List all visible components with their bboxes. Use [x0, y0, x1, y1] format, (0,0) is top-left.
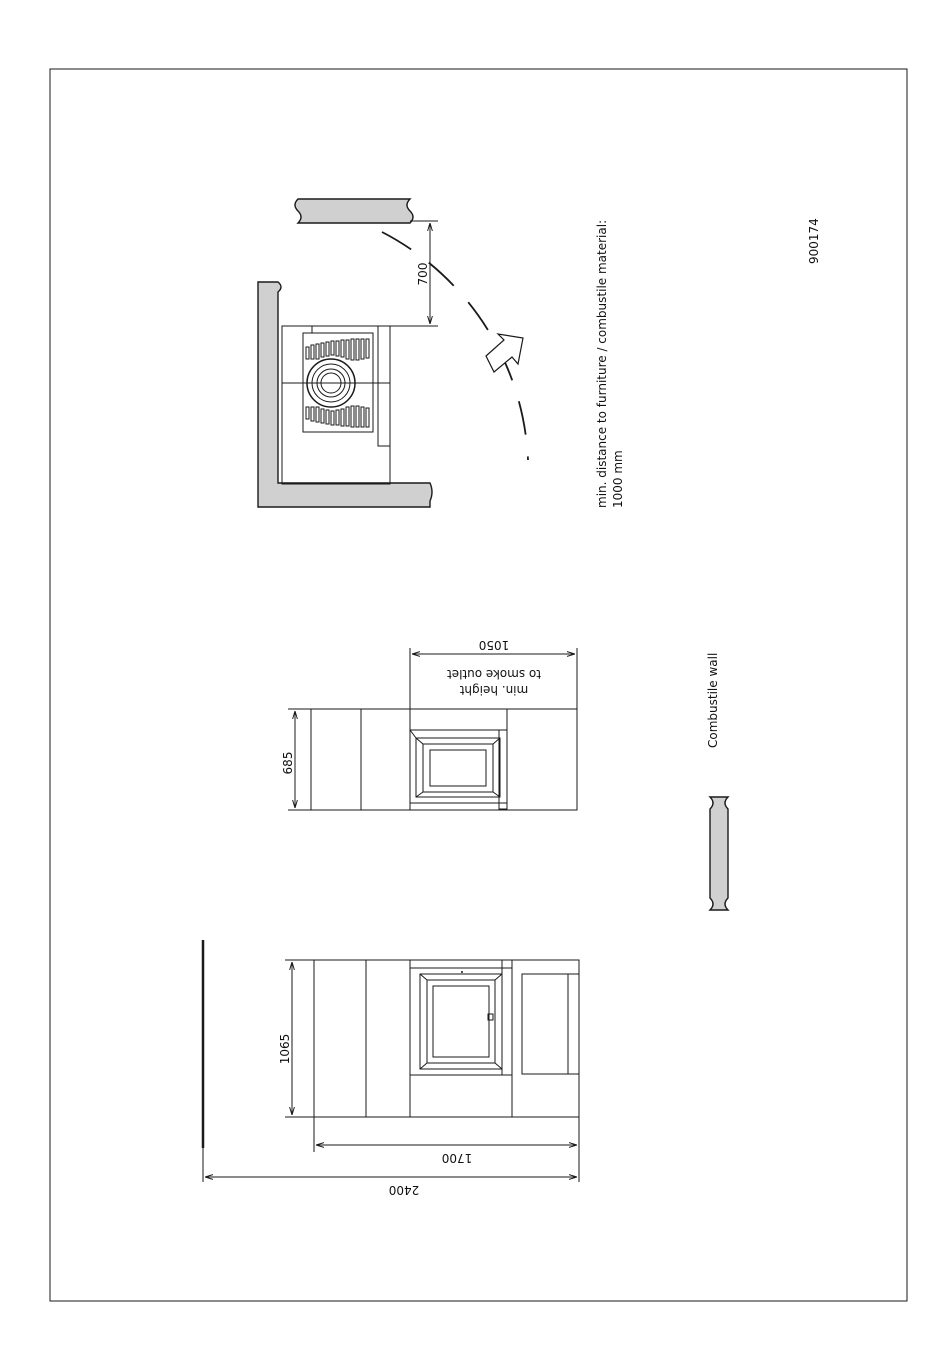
clearance-text-line2: 1000 mm: [611, 450, 625, 508]
legend-label: Combustile wall: [706, 652, 720, 748]
min-height-line2: to smoke outlet: [447, 667, 541, 681]
min-height-line1: min. height: [459, 683, 529, 697]
combustible-wall-swatch: [710, 797, 728, 910]
dim-685-label: 685: [281, 751, 295, 775]
clearance-text-line1: min. distance to furniture / combustile material:: [595, 219, 609, 508]
side-wall-segment: [295, 199, 413, 223]
dimension-1050: [410, 638, 577, 709]
stove-plan: [282, 326, 390, 484]
drawing-code: 900174: [807, 218, 821, 264]
dimension-685: [281, 709, 311, 810]
dim-1050-label: 1050: [478, 638, 510, 652]
plan-view: [258, 199, 821, 508]
dimension-1065: [278, 960, 314, 1117]
dimension-2400: [203, 1148, 577, 1197]
front-view: [203, 940, 579, 1197]
side-view: [281, 638, 577, 810]
corner-wall: [258, 282, 432, 507]
dim-2400-label: 2400: [388, 1183, 420, 1197]
dimension-1700: [314, 1117, 579, 1182]
legend: [706, 653, 728, 910]
dimension-700: [390, 221, 438, 326]
dim-700-label: 700: [416, 262, 430, 286]
direction-arrow-icon: [486, 334, 523, 372]
dim-1065-label: 1065: [278, 1033, 292, 1065]
dim-1700-label: 1700: [441, 1151, 473, 1165]
